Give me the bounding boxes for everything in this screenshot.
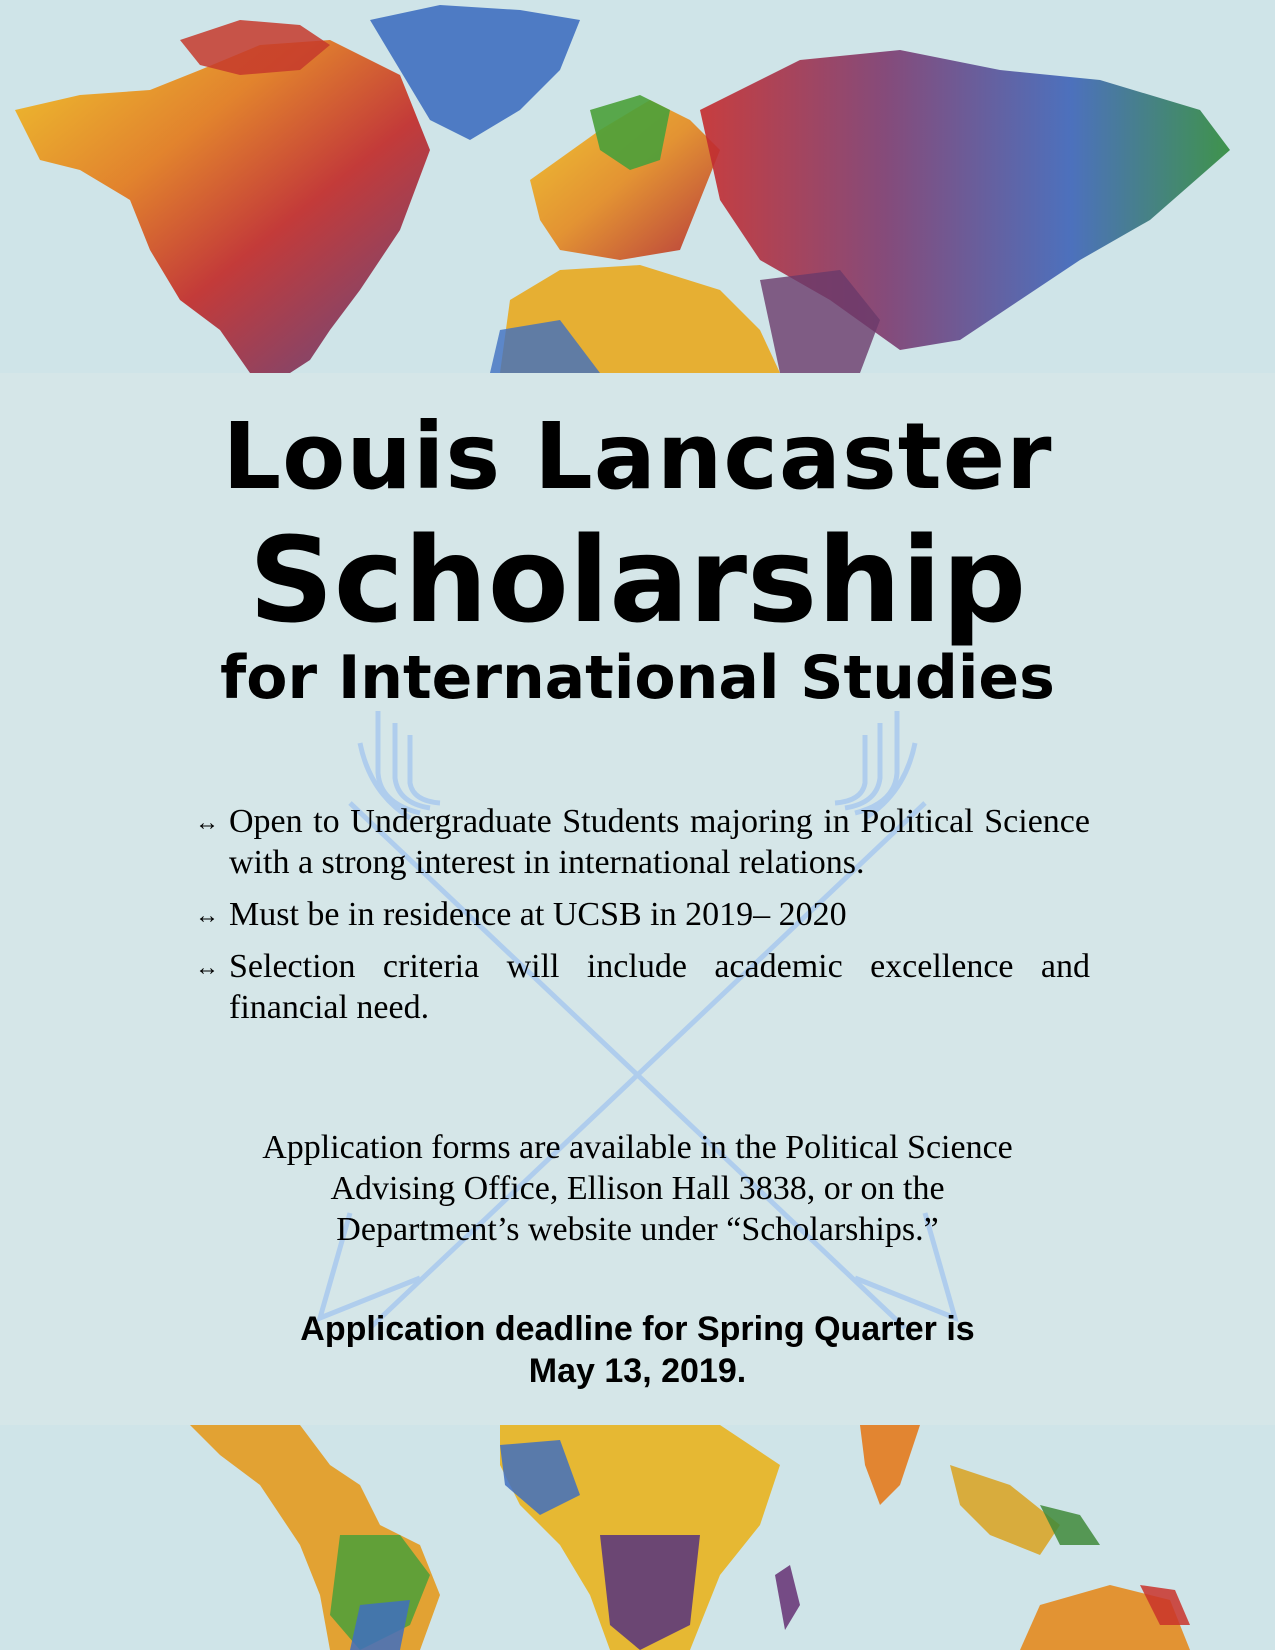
- list-item: [195, 894, 1090, 935]
- title-line-1: Louis Lancaster: [222, 403, 1053, 510]
- content-panel: [0, 373, 1275, 1425]
- title-line-2: Scholarship: [248, 511, 1027, 649]
- application-info-line: Advising Office, Ellison Hall 3838, or on the: [330, 1170, 945, 1207]
- bullet-text: Open to Undergraduate Students majoring in Political Science with a strong interest in international relations.: [229, 803, 1090, 881]
- deadline-line-1: Application deadline for Spring Quarter is: [300, 1310, 975, 1348]
- title-line-3: for International Studies: [220, 643, 1055, 713]
- application-info: [0, 1127, 1275, 1250]
- deadline-notice: [0, 1308, 1275, 1392]
- world-map-top-image: [0, 0, 1275, 373]
- application-info-line: Application forms are available in the Political Science: [262, 1129, 1013, 1166]
- world-map-bottom-image: [0, 1425, 1275, 1650]
- double-arrow-bullet-icon: ↔: [195, 810, 219, 836]
- double-arrow-bullet-icon: ↔: [195, 955, 219, 981]
- list-item: [195, 801, 1090, 883]
- eligibility-list: [195, 801, 1090, 1039]
- bullet-text: Selection criteria will include academic excellence and financial need.: [229, 948, 1090, 1026]
- double-arrow-bullet-icon: ↔: [195, 903, 219, 929]
- deadline-line-2: May 13, 2019.: [528, 1352, 747, 1390]
- bullet-text: Must be in residence at UCSB in 2019– 2020: [229, 896, 847, 933]
- list-item: [195, 946, 1090, 1028]
- application-info-line: Department’s website under “Scholarships.”: [336, 1211, 939, 1248]
